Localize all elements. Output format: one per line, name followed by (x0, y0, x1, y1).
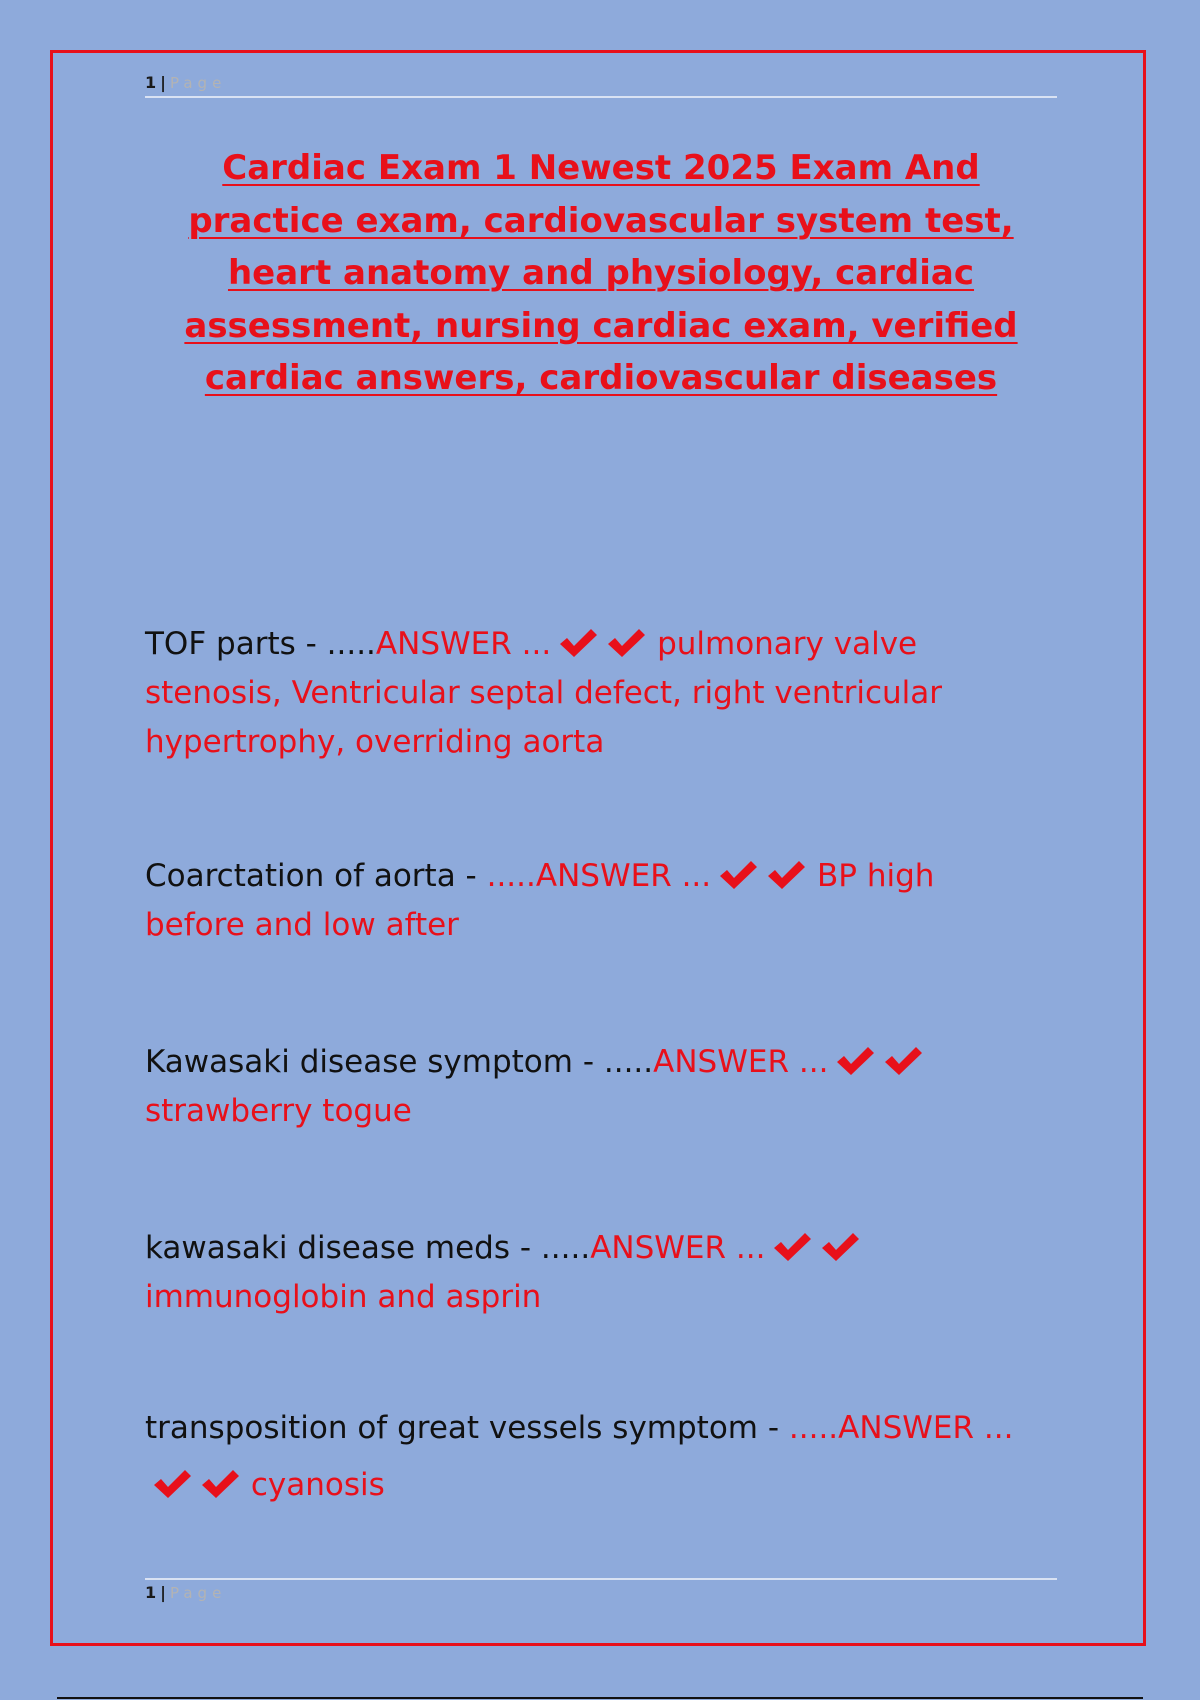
question-text: TOF parts - (145, 626, 327, 662)
page-footer (145, 1578, 1057, 1608)
answer-prefix: ..... (603, 1044, 654, 1080)
document-title: Cardiac Exam 1 Newest 2025 Exam And practice exam, cardiovascular system test, heart anatomy and physiology, cardiac assessment, nursing cardiac exam, verified cardiac answers, cardiovascular diseases (184, 148, 1018, 398)
check-icon (771, 1230, 813, 1264)
page-header (145, 72, 1057, 98)
question-text: kawasaki disease meds - (145, 1230, 541, 1266)
check-icon (819, 1230, 861, 1264)
header-separator: | (160, 73, 166, 92)
footer-page-word: Page (169, 1584, 227, 1602)
qa-item-transposition (145, 1400, 1015, 1514)
check-icon (765, 858, 807, 892)
qa-item-tof-parts (145, 620, 1015, 767)
answer-label: ANSWER ... (375, 626, 552, 662)
check-icon (717, 858, 759, 892)
footer-page-number: 1 (145, 1583, 157, 1602)
answer-label: ANSWER ... (653, 1044, 829, 1080)
check-icon (151, 1467, 193, 1501)
answer-prefix: ..... (540, 1230, 591, 1266)
answer-label: ANSWER ... (535, 858, 712, 894)
footer-separator: | (160, 1583, 166, 1602)
answer-text: pulmonary valve stenosis, Ventricular septal defect, right ventricular hypertrophy, overriding aorta (145, 626, 943, 760)
check-icon (605, 626, 647, 660)
question-text: Coarctation of aorta - (145, 858, 487, 894)
answer-text: BP high before and low after (145, 858, 935, 943)
answer-text: immunoglobin and asprin (145, 1279, 542, 1315)
check-icon (557, 626, 599, 660)
check-icon (199, 1467, 241, 1501)
answer-prefix: ..... (486, 858, 536, 894)
question-text: Kawasaki disease symptom - (145, 1044, 604, 1080)
header-page-number: 1 (145, 73, 157, 92)
question-text: transposition of great vessels symptom - (145, 1410, 789, 1446)
qa-item-kawasaki-symptom (145, 1038, 1015, 1136)
bottom-rule (57, 1697, 1143, 1699)
answer-prefix: ..... (326, 626, 376, 662)
check-icon (834, 1044, 876, 1078)
qa-item-coarctation (145, 852, 1015, 950)
answer-label: ANSWER ... (838, 1410, 1014, 1446)
qa-item-kawasaki-meds (145, 1224, 1015, 1322)
check-icon (882, 1044, 924, 1078)
answer-text: cyanosis (250, 1467, 385, 1503)
answer-text: strawberry togue (145, 1093, 412, 1129)
header-page-word: Page (169, 74, 227, 92)
answer-prefix: ..... (788, 1410, 839, 1446)
answer-label: ANSWER ... (590, 1230, 766, 1266)
